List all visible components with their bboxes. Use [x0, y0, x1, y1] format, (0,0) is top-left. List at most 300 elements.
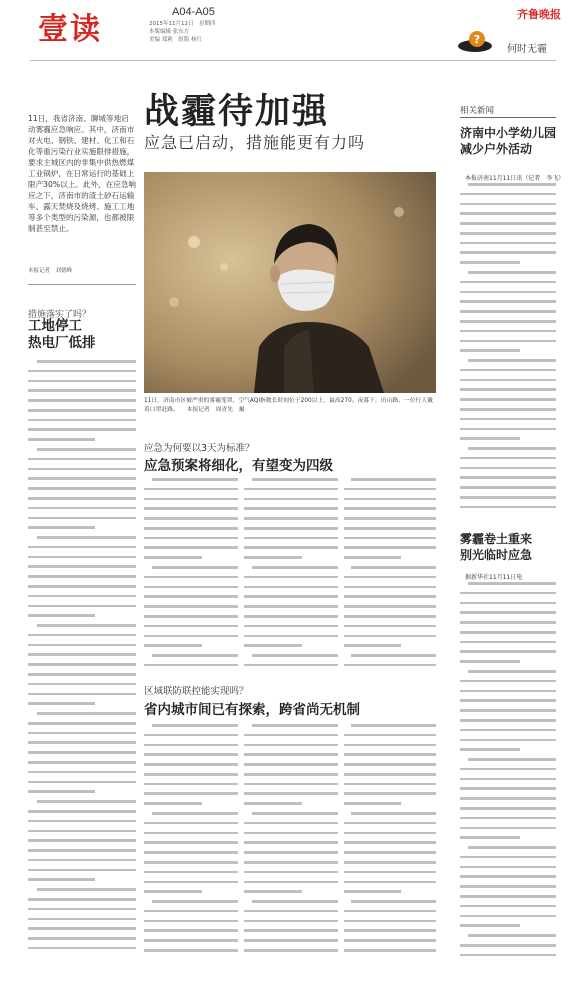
text-line [244, 527, 338, 530]
text-line [152, 900, 238, 903]
text-line [28, 898, 136, 901]
masked-pedestrian-image [144, 172, 436, 393]
left-title-line: 热电厂低排 [28, 335, 96, 351]
text-line [460, 631, 556, 634]
text-line [28, 380, 136, 383]
text-line [252, 724, 338, 727]
text-line [460, 602, 556, 605]
text-line [144, 890, 202, 893]
text-line [460, 457, 556, 460]
page-header [0, 0, 580, 62]
text-line [344, 851, 436, 854]
text-lines [28, 360, 136, 949]
photo-caption [144, 397, 436, 414]
text-line [460, 222, 556, 225]
text-line [28, 820, 136, 823]
text-line [28, 790, 95, 793]
text-line [460, 748, 520, 751]
text-line [144, 822, 238, 825]
text-line [468, 934, 556, 937]
sidebar-story2-title [460, 531, 532, 563]
text-line [28, 605, 136, 608]
left-section-title [28, 318, 96, 352]
text-line [351, 900, 436, 903]
text-line [351, 812, 436, 815]
text-line [152, 724, 238, 727]
text-line [460, 954, 556, 957]
text-line [468, 447, 556, 450]
text-line [28, 595, 136, 598]
text-line [144, 753, 238, 756]
sidebar-story2-title-line: 雾霾卷土重来 [460, 532, 533, 546]
text-line [244, 734, 338, 737]
text-line [468, 670, 556, 673]
text-line [344, 939, 436, 942]
text-line [144, 841, 238, 844]
text-line [344, 841, 436, 844]
text-line [460, 212, 556, 215]
sidebar-story1-title-line: 减少户外活动 [460, 142, 533, 156]
sidebar-story1-title [460, 125, 556, 157]
text-line [144, 939, 238, 942]
text-line [144, 615, 238, 618]
text-line [28, 419, 136, 422]
text-line [344, 615, 436, 618]
text-line [244, 871, 338, 874]
text-line [344, 527, 436, 530]
text-line [344, 644, 401, 647]
text-line [344, 488, 436, 491]
text-line [28, 477, 136, 480]
text-line [28, 859, 136, 862]
text-line [344, 753, 436, 756]
text-line [152, 566, 238, 569]
text-line [28, 468, 136, 471]
text-line [460, 340, 556, 343]
text-line [460, 797, 556, 800]
text-line [344, 517, 436, 520]
text-line [144, 517, 238, 520]
text-line [244, 498, 338, 501]
text-line [144, 861, 238, 864]
text-line [244, 644, 302, 647]
text-line [460, 719, 556, 722]
intro-text: 11日，我省济南、聊城等地启动雾霾应急响应。其中，济南市对火电、钢铁、建材、化工和石化等重污染行业实施限排措施，要求主城区内的非集中供热燃煤工业锅炉，在日常运行的基础上限产30%以上。此外，在应急响应之下，济南市的渣土砂石运输车、露天焚烧及烧烤、施工工地等多个类型的污染源，也都被限制甚至禁止。 [28, 114, 137, 233]
text-line [460, 349, 520, 352]
text-line [460, 817, 556, 820]
text-line [344, 635, 436, 638]
text-line [351, 478, 436, 481]
text-line [460, 875, 556, 878]
text-line [144, 625, 238, 628]
text-line [460, 428, 556, 431]
text-line [344, 802, 401, 805]
text-line [144, 576, 238, 579]
text-line [144, 537, 238, 540]
section2-col3-body [344, 724, 436, 964]
text-line [244, 890, 302, 893]
text-line [28, 614, 95, 617]
text-line [28, 399, 136, 402]
text-line [344, 890, 401, 893]
text-line [28, 634, 136, 637]
text-line [460, 895, 556, 898]
masthead-title: 壹读 [38, 12, 102, 47]
text-line [28, 810, 136, 813]
left-section-kicker: 措施落实了吗？ [28, 310, 92, 320]
text-line [460, 680, 556, 683]
text-line [28, 908, 136, 911]
text-line [28, 653, 136, 656]
text-line [244, 802, 302, 805]
text-line [344, 773, 436, 776]
text-line [28, 438, 95, 441]
text-line [28, 751, 136, 754]
text-line [460, 787, 556, 790]
text-line [344, 734, 436, 737]
text-line [144, 664, 238, 667]
text-line [344, 556, 401, 559]
text-line [144, 498, 238, 501]
text-line [37, 360, 136, 363]
header-meta-line: 美编 郑莉 组版 杨红 [149, 37, 202, 43]
text-line [460, 310, 556, 313]
text-line [28, 781, 136, 784]
sidebar-story2-body [460, 582, 556, 967]
text-line [28, 927, 136, 930]
text-line [344, 861, 436, 864]
text-line [244, 744, 338, 747]
sidebar-story1-body [460, 183, 556, 513]
text-line [244, 517, 338, 520]
text-line [460, 251, 556, 254]
text-line [252, 566, 338, 569]
text-line [244, 586, 338, 589]
text-line [460, 944, 556, 947]
text-line [28, 546, 136, 549]
text-line [28, 507, 136, 510]
text-line [351, 654, 436, 657]
text-line [460, 650, 556, 653]
text-line [460, 203, 556, 206]
text-line [244, 635, 338, 638]
text-line [37, 624, 136, 627]
text-line [344, 625, 436, 628]
text-line [144, 507, 238, 510]
text-line [28, 918, 136, 921]
text-line [344, 949, 436, 952]
text-line [28, 947, 136, 950]
text-line [28, 409, 136, 412]
text-line [460, 232, 556, 235]
text-line [28, 389, 136, 392]
text-line [460, 496, 556, 499]
text-line [244, 763, 338, 766]
text-line [468, 271, 556, 274]
text-line [344, 910, 436, 913]
text-line [460, 905, 556, 908]
text-line [144, 635, 238, 638]
sidebar-story1-byline: 本报济南11月11日讯（记者 李飞） [465, 175, 565, 182]
left-title-line: 工地停工 [28, 318, 82, 334]
text-line [244, 576, 338, 579]
text-line [37, 712, 136, 715]
text-line [460, 291, 556, 294]
text-line [460, 476, 556, 479]
text-line [244, 753, 338, 756]
text-line [28, 683, 136, 686]
text-line [460, 467, 556, 470]
section1-col3-body [344, 478, 436, 678]
text-line [144, 783, 238, 786]
text-line [28, 849, 136, 852]
text-line [344, 595, 436, 598]
text-line [344, 546, 436, 549]
main-subheadline: 应急已启动，措施能更有力吗 [144, 133, 366, 152]
text-line [252, 478, 338, 481]
text-line [244, 832, 338, 835]
text-line [468, 758, 556, 761]
text-line [460, 300, 556, 303]
text-line [460, 778, 556, 781]
text-line [244, 792, 338, 795]
text-line [460, 836, 520, 839]
text-line [144, 644, 202, 647]
section1-col2-body [244, 478, 338, 678]
paper-name: 齐鲁晚报 [517, 8, 561, 21]
text-line [244, 488, 338, 491]
header-divider [30, 60, 556, 61]
sidebar-label: 相关新闻 [460, 106, 495, 116]
text-line [244, 841, 338, 844]
text-line [144, 586, 238, 589]
text-line [244, 929, 338, 932]
photo-credit: 本报记者 周青先 摄 [186, 406, 245, 413]
text-line [244, 881, 338, 884]
text-line [460, 641, 556, 644]
text-line [28, 585, 136, 588]
text-line [28, 771, 136, 774]
text-line [144, 734, 238, 737]
text-line [28, 428, 136, 431]
text-line [244, 605, 338, 608]
text-line [351, 724, 436, 727]
text-line [28, 830, 136, 833]
text-line [344, 537, 436, 540]
text-line [468, 359, 556, 362]
sidebar-story1-title-line: 济南中小学幼儿园 [460, 126, 557, 140]
text-line [460, 486, 556, 489]
text-line [344, 664, 436, 667]
text-line [460, 261, 520, 264]
svg-text:?: ? [473, 33, 481, 46]
photo-caption-text: 11日，济南市区被严重的雾霾笼罩，空气AQI指数长时间位于200以上，最高270。夜幕下，历山路，一位行人戴着口罩赶路。 [144, 398, 433, 413]
text-line [468, 183, 556, 186]
text-line [460, 369, 556, 372]
text-line [460, 242, 556, 245]
text-line [37, 888, 136, 891]
text-line [344, 783, 436, 786]
text-line [460, 621, 556, 624]
text-line [468, 846, 556, 849]
text-line [244, 546, 338, 549]
section2-title: 省内城市间已有探索，跨省尚无机制 [144, 702, 360, 718]
text-line [244, 861, 338, 864]
main-headline: 战霾待加强 [144, 92, 330, 132]
section2-col2-body [244, 724, 338, 964]
text-line [460, 379, 556, 382]
text-line [244, 851, 338, 854]
text-line [460, 388, 556, 391]
text-line [28, 487, 136, 490]
text-line [144, 527, 238, 530]
text-line [244, 595, 338, 598]
text-line [460, 506, 556, 509]
section1-kicker: 应急为何要以3天为标准？ [144, 443, 255, 454]
text-line [28, 565, 136, 568]
text-line [460, 915, 556, 918]
text-line [460, 729, 556, 732]
text-line [244, 910, 338, 913]
text-line [344, 929, 436, 932]
text-line [460, 827, 556, 830]
text-line [152, 478, 238, 481]
text-line [344, 586, 436, 589]
text-line [28, 937, 136, 940]
text-line [28, 458, 136, 461]
intro-credit: 本报记者 刘德峰 [28, 268, 73, 274]
smog-question-icon [455, 30, 495, 52]
text-line [252, 900, 338, 903]
text-line [344, 920, 436, 923]
text-line [144, 792, 238, 795]
text-line [252, 654, 338, 657]
text-line [460, 807, 556, 810]
text-line [28, 644, 136, 647]
text-line [244, 939, 338, 942]
text-line [344, 576, 436, 579]
text-line [28, 575, 136, 578]
text-line [344, 822, 436, 825]
text-line [468, 582, 556, 585]
header-meta-line: 2015年11月12日 星期四 [149, 21, 216, 27]
text-line [460, 437, 520, 440]
text-line [28, 526, 95, 529]
left-divider [28, 284, 136, 285]
text-line [244, 664, 338, 667]
text-line [28, 878, 95, 881]
text-line [28, 556, 136, 559]
text-line [144, 929, 238, 932]
text-line [28, 497, 136, 500]
text-line [152, 812, 238, 815]
text-line [37, 448, 136, 451]
text-line [460, 193, 556, 196]
text-line [244, 920, 338, 923]
text-line [37, 536, 136, 539]
text-line [28, 722, 136, 725]
header-meta [149, 20, 216, 44]
text-line [244, 615, 338, 618]
text-line [28, 761, 136, 764]
section2-col1-body [144, 724, 238, 964]
sidebar-story2-byline: 据新华社11月11日电 [465, 574, 523, 581]
text-line [244, 949, 338, 952]
text-line [144, 802, 202, 805]
text-line [244, 822, 338, 825]
header-meta-line: 本版编辑 张东方 [149, 29, 190, 35]
text-line [28, 370, 136, 373]
text-line [152, 654, 238, 657]
text-line [144, 949, 238, 952]
text-line [460, 330, 556, 333]
text-line [460, 398, 556, 401]
text-line [344, 881, 436, 884]
text-line [460, 866, 556, 869]
column-name: 何时无霾 [507, 44, 547, 55]
text-line [144, 851, 238, 854]
text-line [252, 812, 338, 815]
text-line [344, 498, 436, 501]
text-line [460, 885, 556, 888]
text-line [244, 625, 338, 628]
text-line [144, 763, 238, 766]
text-line [144, 832, 238, 835]
text-line [460, 320, 556, 323]
text-line [28, 517, 136, 520]
text-line [460, 418, 556, 421]
text-line [28, 663, 136, 666]
text-line [144, 881, 238, 884]
sidebar-divider [460, 117, 556, 118]
text-line [344, 792, 436, 795]
text-line [460, 699, 556, 702]
text-line [244, 556, 302, 559]
text-line [351, 566, 436, 569]
text-line [144, 920, 238, 923]
section1-title: 应急预案将细化，有望变为四级 [144, 458, 333, 474]
left-column-body [28, 360, 136, 960]
text-line [144, 871, 238, 874]
text-line [28, 673, 136, 676]
text-line [244, 783, 338, 786]
text-line [28, 741, 136, 744]
text-line [144, 773, 238, 776]
text-line [244, 773, 338, 776]
text-line [460, 592, 556, 595]
text-line [28, 839, 136, 842]
text-line [144, 605, 238, 608]
text-line [28, 732, 136, 735]
text-line [28, 693, 136, 696]
text-line [460, 709, 556, 712]
text-line [460, 690, 556, 693]
text-line [460, 768, 556, 771]
sidebar-story2-title-line: 别光临时应急 [460, 548, 533, 562]
text-line [460, 281, 556, 284]
text-line [144, 556, 202, 559]
text-line [460, 856, 556, 859]
text-line [37, 800, 136, 803]
text-line [144, 546, 238, 549]
text-line [244, 537, 338, 540]
text-line [244, 507, 338, 510]
text-line [344, 605, 436, 608]
text-line [344, 832, 436, 835]
page-numbers: A04-A05 [172, 6, 215, 18]
text-line [344, 871, 436, 874]
text-line [460, 739, 556, 742]
